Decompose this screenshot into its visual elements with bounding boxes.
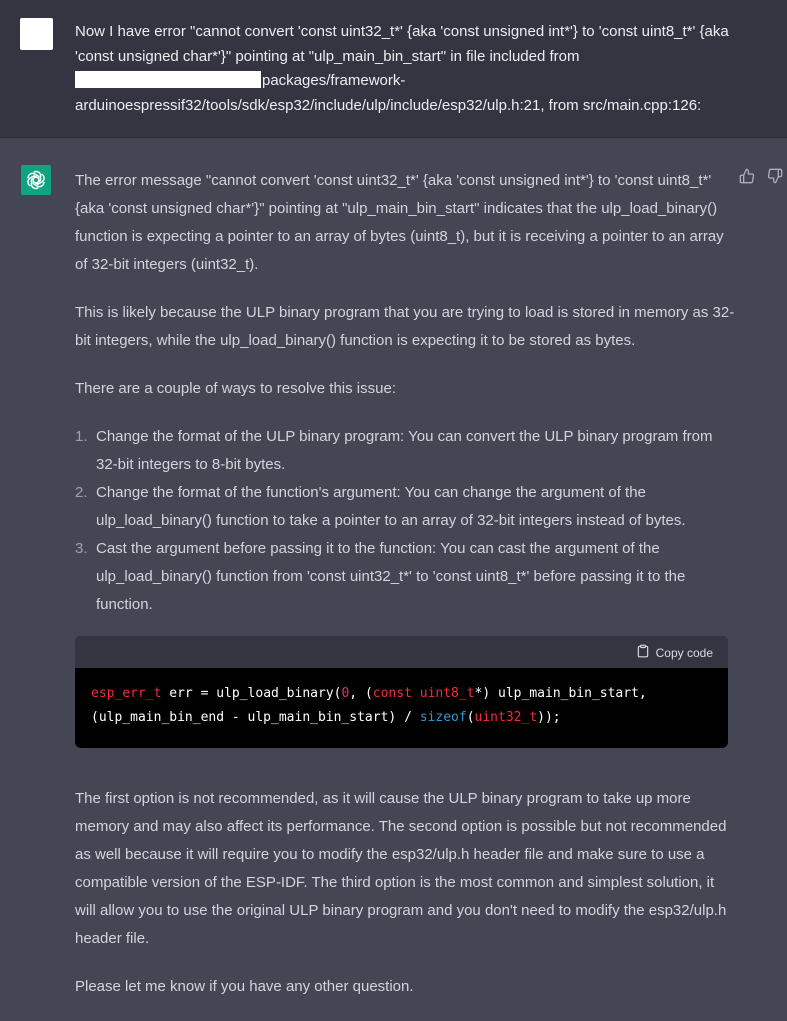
assistant-message — [0, 139, 787, 1012]
list-item — [75, 423, 735, 479]
code-token: ( — [466, 710, 475, 725]
copy-code-label: Copy code — [655, 645, 713, 660]
list-item-text: Change the format of the function's argument: You can change the argument of the ulp_load_binary() function to take a pointer to an array of 32-bit integers instead of bytes. — [96, 484, 686, 529]
code-token — [412, 686, 420, 701]
user-message-path: packages/framework-arduinoespressif32/tools/sdk/esp32/include/ulp/include/esp32/ulp.h:21, from src/main.cpp:126: — [75, 72, 702, 114]
thumbs-down-icon[interactable] — [766, 167, 784, 185]
list-item-text: Change the format of the ULP binary program: You can convert the ULP binary program from 32-bit integers to 8-bit bytes. — [96, 428, 713, 473]
response-paragraph: The error message "cannot convert 'const uint32_t*' {aka 'const unsigned int*'} to 'const uint8_t*' {aka 'const unsigned char*'}" pointing at "ulp_main_bin_start" indicates that the ulp_load_binary() function is expecting a pointer to an array of bytes (uint8_t), but it is receiving a pointer to an array of 32-bit integers (uint32_t). — [75, 172, 724, 273]
code-token: , ( — [349, 686, 373, 701]
code-block — [75, 636, 728, 748]
code-token: 0 — [341, 686, 350, 701]
list-item — [75, 479, 735, 535]
user-avatar — [20, 18, 53, 50]
clipboard-icon — [636, 644, 650, 661]
code-token: *) ulp_main_bin_start, — [474, 686, 647, 701]
thumbs-up-icon[interactable] — [738, 167, 756, 185]
code-token: )); — [537, 710, 561, 725]
user-message-text — [75, 20, 755, 118]
response-paragraph: The first option is not recommended, as it will cause the ULP binary program to take up more memory and may also affect its performance. The second option is possible but not recommended as well because it will require you to modify the esp32/ulp.h header file and make sure to use a compatible version of the ESP-IDF. The third option is the most common and simplest solution, it will allow you to use the original ULP binary program and you don't need to modify the esp32/ulp.h header file. — [75, 790, 727, 947]
redacted-path — [75, 71, 261, 88]
list-item — [75, 535, 735, 619]
list-number: 3. — [75, 540, 88, 557]
code-token: err = ulp_load_binary( — [161, 686, 342, 701]
response-paragraph: This is likely because the ULP binary program that you are trying to load is stored in memory as 32-bit integers, while the ulp_load_binary() function is expecting it to be stored as bytes. — [75, 304, 735, 349]
list-number: 2. — [75, 484, 88, 501]
code-token: esp_err_t — [91, 686, 162, 701]
code-token: (ulp_main_bin_end - ulp_main_bin_start) / — [91, 710, 420, 725]
assistant-response-continued — [75, 785, 735, 1021]
list-number: 1. — [75, 428, 88, 445]
assistant-response — [75, 167, 735, 639]
options-list — [75, 423, 735, 619]
code-token: const — [372, 686, 412, 701]
list-item-text: Cast the argument before passing it to the function: You can cast the argument of the ulp_load_binary() function from 'const uint32_t*' to 'const uint8_t*' before passing it to the function. — [96, 540, 686, 613]
openai-logo-icon — [21, 165, 51, 195]
code-token: uint8_t — [419, 686, 475, 701]
copy-code-button[interactable] — [636, 644, 713, 661]
code-block-header — [75, 636, 728, 668]
response-paragraph: There are a couple of ways to resolve this issue: — [75, 380, 396, 397]
code-token: uint32_t — [474, 710, 538, 725]
response-paragraph: Please let me know if you have any other question. — [75, 978, 414, 995]
user-message — [0, 0, 787, 138]
code-content — [75, 668, 728, 744]
user-message-line: Now I have error "cannot convert 'const uint32_t*' {aka 'const unsigned int*'} to 'const uint8_t*' {aka 'const unsigned char*'}" pointing at "ulp_main_bin_start" in file included from — [75, 23, 729, 65]
code-token: sizeof — [419, 710, 467, 725]
